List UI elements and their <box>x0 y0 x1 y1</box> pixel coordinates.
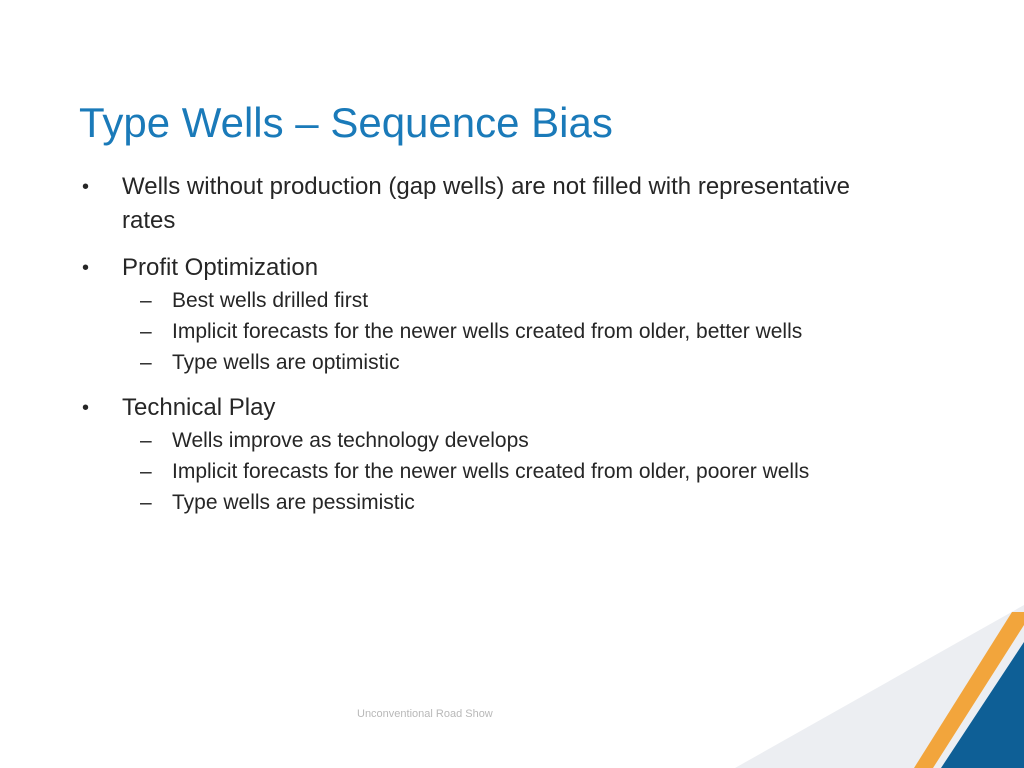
sub-bullet-marker: – <box>140 320 152 343</box>
sub-bullet-item <box>122 456 899 487</box>
corner-gray-band <box>735 605 1024 768</box>
bullet-text: Wells without production (gap wells) are not filled with representative rates <box>122 173 850 234</box>
sub-bullet-marker: – <box>140 289 152 312</box>
sub-bullet-text: Implicit forecasts for the newer wells created from older, poorer wells <box>172 460 810 483</box>
bullet-marker: • <box>82 397 90 419</box>
sub-bullet-text: Type wells are optimistic <box>172 351 400 374</box>
slide-title: Type Wells – Sequence Bias <box>79 99 613 146</box>
sub-bullet-text: Best wells drilled first <box>172 289 369 312</box>
sub-bullet-item <box>122 487 899 518</box>
bullet-text: Profit Optimization <box>122 254 319 281</box>
sub-bullet-marker: – <box>140 491 152 514</box>
sub-bullet-item <box>122 425 899 456</box>
sub-bullet-text: Wells improve as technology develops <box>172 429 529 452</box>
bullet-item <box>79 251 899 378</box>
bullet-text: Technical Play <box>122 394 276 421</box>
sub-bullet-list <box>122 425 899 518</box>
bullet-list <box>79 170 899 531</box>
bullet-marker: • <box>82 176 90 198</box>
sub-bullet-text: Implicit forecasts for the newer wells created from older, better wells <box>172 320 803 343</box>
corner-blue-block <box>941 642 1024 768</box>
bullet-item <box>79 170 899 238</box>
corner-orange-stripe <box>914 612 1024 768</box>
sub-bullet-text: Type wells are pessimistic <box>172 491 415 514</box>
sub-bullet-item <box>122 316 899 347</box>
bullet-item <box>79 391 899 518</box>
sub-bullet-item <box>122 285 899 316</box>
footer-text: Unconventional Road Show <box>357 708 493 720</box>
sub-bullet-list <box>122 285 899 378</box>
sub-bullet-item <box>122 347 899 378</box>
sub-bullet-marker: – <box>140 460 152 483</box>
sub-bullet-marker: – <box>140 429 152 452</box>
bullet-marker: • <box>82 257 90 279</box>
sub-bullet-marker: – <box>140 351 152 374</box>
